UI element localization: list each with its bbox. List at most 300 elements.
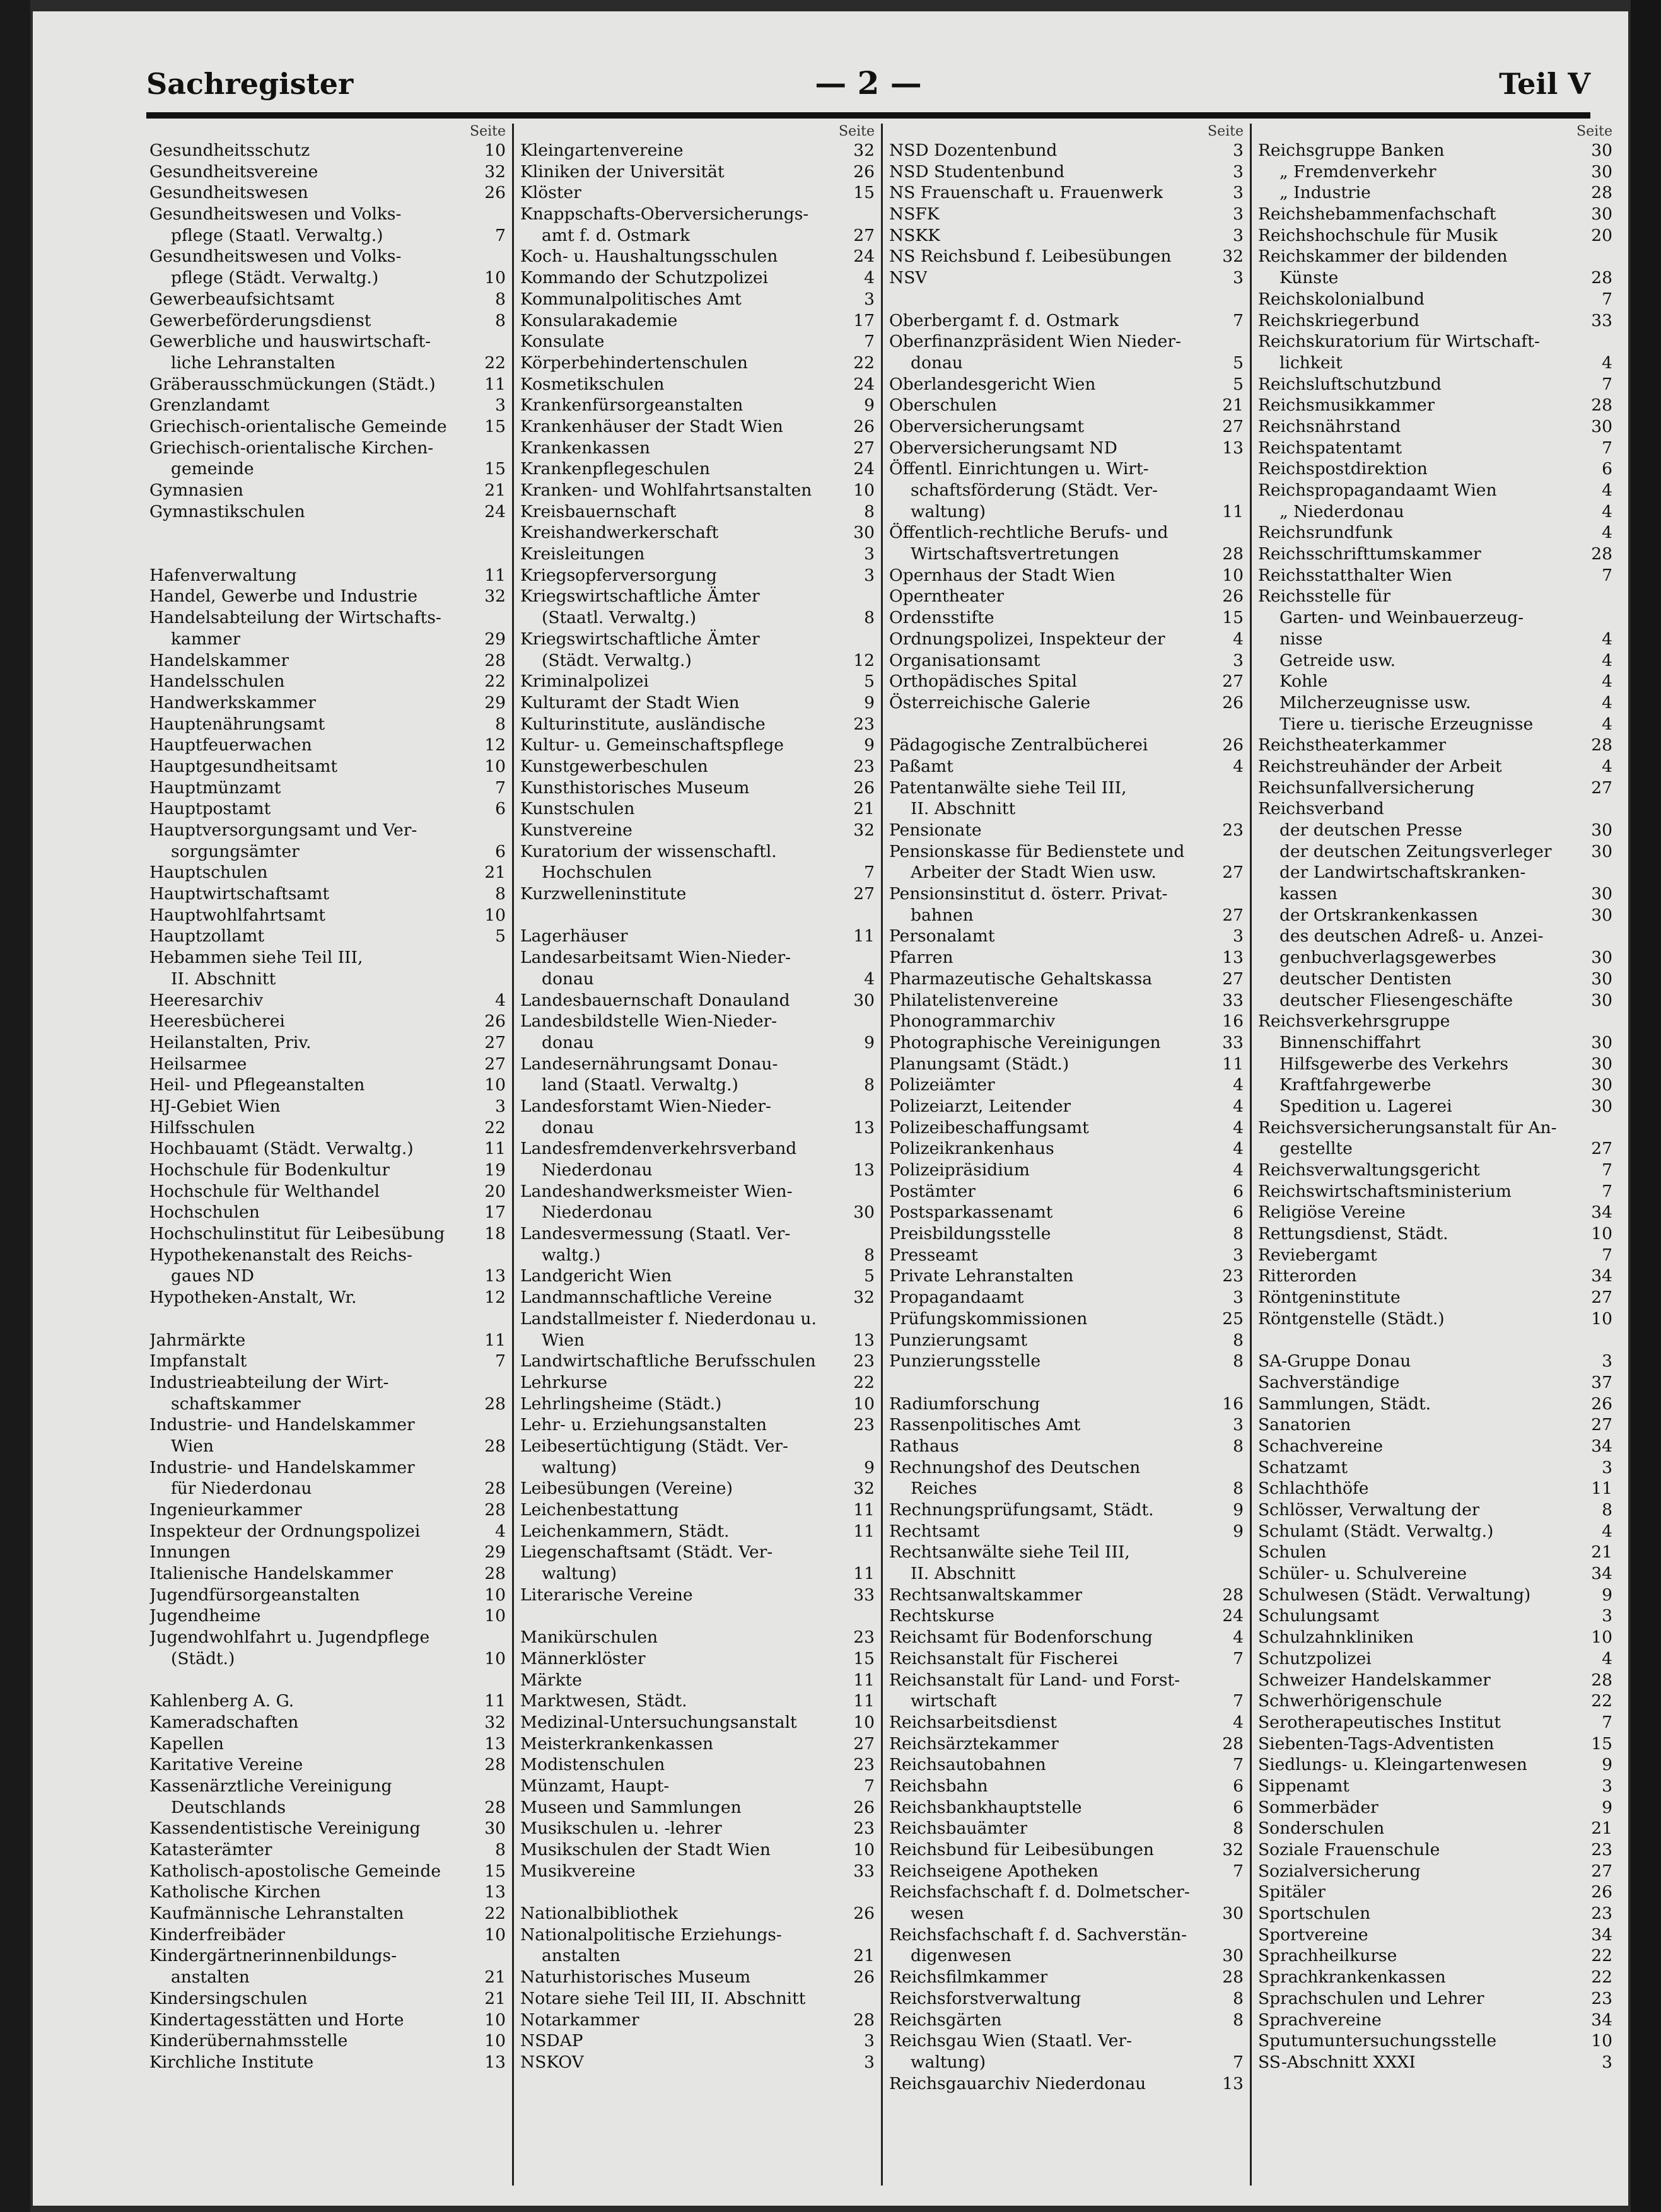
index-entry: [889, 310, 1244, 332]
entry-page-number: 9: [1233, 1500, 1244, 1520]
entry-term: Religiöse Vereine: [1258, 1202, 1406, 1223]
entry-page-number: 5: [1233, 352, 1244, 373]
entry-term: Garten- und Weinbauerzeug-: [1279, 608, 1524, 628]
entry-term: Lehr- u. Erziehungsanstalten: [520, 1415, 767, 1435]
entry-page-number: 3: [1233, 1245, 1244, 1265]
entry-page-number: 23: [853, 1755, 875, 1775]
entry-page-number: 7: [1233, 310, 1244, 330]
index-entry: [889, 1032, 1244, 1054]
entry-page-number: 7: [1233, 1861, 1244, 1881]
entry-page-number: 26: [1591, 1394, 1612, 1414]
entry-term: Nationalbibliothek: [520, 1904, 679, 1924]
index-entry: [520, 1245, 875, 1266]
entry-page-number: 34: [1591, 1564, 1612, 1584]
entry-term: Handelskammer: [149, 650, 289, 670]
entry-page-number: 27: [1591, 1288, 1612, 1308]
index-entry: [889, 1754, 1244, 1776]
index-entry: [889, 1266, 1244, 1287]
entry-page-number: 26: [853, 777, 875, 798]
index-entry: [520, 1648, 875, 1670]
entry-term: Hauptfeuerwachen: [149, 735, 312, 755]
entry-term: (Städt.): [171, 1648, 235, 1668]
entry-page-number: 33: [853, 1861, 875, 1881]
entry-page-number: 23: [1591, 1988, 1612, 2008]
entry-page-number: 33: [1591, 310, 1612, 330]
entry-term: Kultur- u. Gemeinschaftspflege: [520, 735, 784, 755]
index-entry: [149, 1202, 506, 1223]
index-entry: [520, 438, 875, 459]
index-entry: [149, 1818, 506, 1839]
index-entry: [1258, 1839, 1612, 1861]
entry-term: Polizeibeschaffungsamt: [889, 1117, 1089, 1138]
index-entry: [520, 480, 875, 501]
entry-term: Heeresarchiv: [149, 990, 264, 1010]
entry-term: NSD Studentenbund: [889, 161, 1065, 182]
entry-page-number: 21: [484, 863, 506, 883]
index-entry: [149, 756, 506, 777]
entry-page-number: 3: [495, 395, 506, 416]
index-entry: [1258, 1712, 1612, 1733]
index-entry: [520, 1478, 875, 1499]
entry-page-number: 10: [853, 1712, 875, 1732]
entry-term: Rathaus: [889, 1436, 959, 1456]
index-entry: [889, 2052, 1244, 2073]
entry-page-number: 3: [864, 565, 875, 585]
entry-page-number: 7: [864, 1776, 875, 1796]
index-entry: [889, 1691, 1244, 1712]
entry-term: Literarische Vereine: [520, 1585, 693, 1605]
entry-term: donau: [542, 1117, 594, 1138]
entry-term: Landesvermessung (Staatl. Ver-: [520, 1224, 791, 1244]
index-entry: [1258, 1670, 1612, 1691]
entry-term: Sprachvereine: [1258, 2010, 1382, 2030]
entry-term: Kinderfreibäder: [149, 1924, 286, 1945]
entry-page-number: 7: [495, 777, 506, 798]
entry-page-number: 23: [1222, 1266, 1244, 1286]
entry-term: Schlachthöfe: [1258, 1479, 1369, 1499]
entry-page-number: 15: [853, 1648, 875, 1668]
index-entry: [1258, 2030, 1612, 2052]
entry-term: Landesfremdenverkehrsverband: [520, 1139, 797, 1159]
entry-page-number: 3: [1233, 204, 1244, 224]
index-entry: [889, 990, 1244, 1011]
section-gap: [149, 544, 506, 565]
entry-term: Industrieabteilung der Wirt-: [149, 1372, 389, 1392]
index-entry: [1258, 820, 1612, 841]
entry-term: Gesundheitswesen und Volks-: [149, 247, 402, 267]
entry-page-number: 26: [853, 1797, 875, 1817]
entry-term: Leibesübungen (Vereine): [520, 1479, 733, 1499]
index-entry: [1258, 395, 1612, 416]
entry-term: Sachverständige: [1258, 1372, 1400, 1392]
entry-term: Siedlungs- u. Kleingartenwesen: [1258, 1755, 1527, 1775]
entry-page-number: 23: [1591, 1840, 1612, 1860]
entry-term: Serotherapeutisches Institut: [1258, 1712, 1501, 1732]
index-entry: [889, 522, 1244, 544]
entry-term: Schüler- u. Schulvereine: [1258, 1564, 1467, 1584]
index-entry: [149, 1797, 506, 1819]
entry-page-number: 7: [1602, 438, 1612, 458]
entry-page-number: 7: [1602, 565, 1612, 585]
entry-page-number: 34: [1591, 1436, 1612, 1456]
index-entry: [149, 1945, 506, 1967]
entry-page-number: 17: [484, 1202, 506, 1223]
index-entry: [149, 1372, 506, 1394]
entry-term: gaues ND: [171, 1266, 254, 1286]
entry-page-number: 22: [484, 1117, 506, 1138]
index-entry: [149, 1478, 506, 1499]
entry-term: Kindergärtnerinnenbildungs-: [149, 1946, 397, 1966]
entry-term: Katholisch-apostolische Gemeinde: [149, 1861, 441, 1881]
entry-term: „ Niederdonau: [1279, 501, 1404, 521]
index-entry: [520, 2030, 875, 2052]
entry-term: Koch- u. Haushaltungsschulen: [520, 247, 778, 267]
scan-edge-left: [0, 0, 30, 2212]
entry-page-number: 3: [864, 2052, 875, 2072]
entry-page-number: 23: [1591, 1904, 1612, 1924]
index-entry: [520, 1308, 875, 1330]
entry-term: Österreichische Galerie: [889, 692, 1091, 713]
entry-page-number: 33: [853, 1585, 875, 1605]
entry-term: schaftsförderung (Städt. Ver-: [911, 480, 1158, 500]
entry-page-number: 3: [864, 544, 875, 564]
index-entry: [1258, 267, 1612, 289]
entry-term: Gymnasien: [149, 480, 243, 500]
entry-term: Paßamt: [889, 756, 953, 776]
index-entry: [520, 1351, 875, 1372]
index-entry: [1258, 1563, 1612, 1585]
index-entry: [1258, 352, 1612, 374]
entry-term: Reichsbankhauptstelle: [889, 1797, 1082, 1817]
entry-page-number: 28: [484, 1755, 506, 1775]
index-entry: [149, 1585, 506, 1606]
entry-term: kassen: [1279, 884, 1338, 904]
entry-term: kammer: [171, 629, 241, 649]
index-entry: [889, 416, 1244, 438]
entry-term: Punzierungsstelle: [889, 1351, 1041, 1371]
index-entry: [889, 969, 1244, 990]
entry-term: Niederdonau: [542, 1160, 653, 1180]
entry-page-number: 26: [484, 1011, 506, 1032]
index-entry: [520, 331, 875, 352]
entry-term: Wien: [542, 1330, 585, 1350]
index-entry: [149, 1776, 506, 1797]
index-entry: [520, 1499, 875, 1521]
entry-term: Schatzamt: [1258, 1457, 1348, 1477]
entry-page-number: 8: [864, 1245, 875, 1265]
entry-page-number: 24: [484, 501, 506, 521]
entry-page-number: 11: [484, 374, 506, 394]
entry-term: schaftskammer: [171, 1394, 301, 1414]
index-column-1: [143, 124, 512, 2186]
entry-term: Gesundheitsvereine: [149, 161, 318, 182]
entry-page-number: 30: [1591, 948, 1612, 968]
entry-page-number: 12: [853, 650, 875, 670]
entry-term: der Landwirtschaftskranken-: [1279, 863, 1526, 883]
index-entry: [889, 841, 1244, 863]
entry-page-number: 8: [1233, 1479, 1244, 1499]
index-entry: [520, 565, 875, 586]
entry-term: Pfarren: [889, 948, 953, 968]
entry-page-number: 8: [1233, 1988, 1244, 2008]
entry-term: Pensionsinstitut d. österr. Privat-: [889, 884, 1168, 904]
entry-page-number: 24: [853, 247, 875, 267]
entry-page-number: 4: [1602, 629, 1612, 649]
entry-term: Polizeiarzt, Leitender: [889, 1096, 1071, 1116]
entry-page-number: 27: [853, 884, 875, 904]
entry-page-number: 5: [864, 672, 875, 692]
entry-page-number: 10: [1591, 1308, 1612, 1329]
index-entry: [889, 1436, 1244, 1457]
entry-page-number: 28: [484, 1394, 506, 1414]
index-entry: [889, 544, 1244, 565]
index-entry: [520, 1223, 875, 1245]
index-entry: [889, 1096, 1244, 1117]
entry-term: nisse: [1279, 629, 1323, 649]
index-entry: [889, 1903, 1244, 1924]
entry-page-number: 23: [853, 1819, 875, 1839]
index-entry: [889, 501, 1244, 523]
entry-term: Hauptwirtschaftsamt: [149, 884, 330, 904]
entry-term: Patentanwälte siehe Teil III,: [889, 777, 1127, 798]
entry-term: Hypotheken-Anstalt, Wr.: [149, 1288, 357, 1308]
entry-page-number: 7: [1602, 1712, 1612, 1732]
entry-term: wirtschaft: [911, 1691, 997, 1711]
entry-page-number: 8: [864, 608, 875, 628]
index-entry: [149, 2052, 506, 2073]
index-entry: [889, 1797, 1244, 1819]
entry-page-number: 27: [1222, 863, 1244, 883]
entry-page-number: 10: [1591, 1224, 1612, 1244]
entry-page-number: 4: [1602, 523, 1612, 543]
index-entry: [1258, 607, 1612, 629]
entry-term: Niederdonau: [542, 1202, 653, 1223]
index-entry: [1258, 1903, 1612, 1924]
entry-page-number: 34: [1591, 2010, 1612, 2030]
entry-term: Ordnungspolizei, Inspekteur der: [889, 629, 1165, 649]
entry-term: Öffentl. Einrichtungen u. Wirt-: [889, 459, 1149, 479]
index-entry: [889, 2010, 1244, 2031]
index-entry: [889, 735, 1244, 756]
entry-page-number: 32: [853, 820, 875, 840]
entry-term: Kapellen: [149, 1733, 224, 1754]
index-entry: [149, 416, 506, 438]
index-entry: [149, 1096, 506, 1117]
entry-page-number: 15: [853, 183, 875, 203]
entry-term: Hauptzollamt: [149, 926, 265, 946]
entry-term: waltung): [911, 501, 986, 521]
entry-term: Reichsverwaltungsgericht: [1258, 1160, 1480, 1180]
entry-page-number: 3: [495, 1096, 506, 1116]
index-entry: [520, 1414, 875, 1436]
index-entry: [889, 395, 1244, 416]
entry-page-number: 10: [484, 1606, 506, 1626]
entry-page-number: 13: [1222, 948, 1244, 968]
index-entry: [889, 1245, 1244, 1266]
index-entry: [520, 225, 875, 247]
index-entry: [1258, 629, 1612, 650]
entry-term: Kirchliche Institute: [149, 2052, 314, 2072]
index-entry: [889, 1776, 1244, 1797]
entry-term: Sonderschulen: [1258, 1819, 1385, 1839]
entry-page-number: 30: [1591, 1032, 1612, 1052]
entry-term: Musikvereine: [520, 1861, 636, 1881]
entry-page-number: 33: [1222, 1032, 1244, 1052]
index-entry: [520, 990, 875, 1011]
entry-page-number: 8: [1233, 1224, 1244, 1244]
index-entry: [1258, 1266, 1612, 1287]
entry-term: Milcherzeugnisse usw.: [1279, 692, 1471, 713]
entry-page-number: 4: [864, 969, 875, 989]
entry-term: Kuratorium der wissenschaftl.: [520, 841, 777, 861]
entry-page-number: 30: [1222, 1946, 1244, 1966]
index-entry: [149, 1223, 506, 1245]
index-entry: [149, 671, 506, 692]
index-entry: [520, 267, 875, 289]
entry-page-number: 4: [1602, 714, 1612, 734]
index-entry: [149, 2030, 506, 2052]
entry-term: Reichsstatthalter Wien: [1258, 565, 1452, 585]
entry-page-number: 4: [1233, 1096, 1244, 1116]
entry-page-number: 9: [864, 735, 875, 755]
entry-page-number: 27: [853, 1733, 875, 1754]
index-entry: [889, 1945, 1244, 1967]
entry-page-number: 30: [1591, 161, 1612, 182]
entry-page-number: 10: [1591, 1627, 1612, 1648]
section-gap: [889, 714, 1244, 735]
entry-page-number: 11: [1591, 1479, 1612, 1499]
entry-term: Personalamt: [889, 926, 995, 946]
entry-term: Radiumforschung: [889, 1394, 1040, 1414]
entry-page-number: 26: [484, 183, 506, 203]
index-entry: [889, 1585, 1244, 1606]
index-entry: [1258, 1797, 1612, 1819]
index-entry: [149, 1181, 506, 1202]
entry-page-number: 27: [1222, 969, 1244, 989]
entry-term: Jugendheime: [149, 1606, 261, 1626]
entry-page-number: 28: [484, 650, 506, 670]
entry-term: wesen: [911, 1904, 964, 1924]
entry-term: Kriminalpolizei: [520, 672, 649, 692]
index-entry: [520, 1670, 875, 1691]
index-entry: [520, 1011, 875, 1032]
index-entry: [1258, 480, 1612, 501]
index-entry: [149, 947, 506, 969]
entry-term: Schachvereine: [1258, 1436, 1383, 1456]
index-entry: [520, 1945, 875, 1967]
index-entry: [520, 777, 875, 799]
entry-page-number: 3: [1602, 1776, 1612, 1796]
entry-term: Münzamt, Haupt-: [520, 1776, 670, 1796]
entry-term: Kriegsopferversorgung: [520, 565, 717, 585]
entry-page-number: 15: [1222, 608, 1244, 628]
entry-page-number: 28: [484, 1479, 506, 1499]
index-entry: [1258, 522, 1612, 544]
entry-term: Reichsrundfunk: [1258, 523, 1393, 543]
index-entry: [1258, 1054, 1612, 1075]
entry-term: NSV: [889, 268, 928, 288]
entry-page-number: 32: [1222, 1840, 1244, 1860]
index-entry: [520, 1521, 875, 1542]
entry-term: Schulen: [1258, 1542, 1327, 1563]
section-gap: [1258, 1330, 1612, 1351]
entry-term: Reichspostdirektion: [1258, 459, 1428, 479]
entry-term: Pensionskasse für Bedienstete und: [889, 841, 1185, 861]
index-entry: [1258, 1627, 1612, 1648]
entry-page-number: 30: [853, 990, 875, 1010]
entry-page-number: 32: [853, 1288, 875, 1308]
entry-term: Photographische Vereinigungen: [889, 1032, 1161, 1052]
entry-page-number: 3: [1233, 1288, 1244, 1308]
index-entry: [520, 501, 875, 523]
entry-term: Punzierungsamt: [889, 1330, 1028, 1350]
index-entry: [1258, 2010, 1612, 2031]
index-entry: [520, 1861, 875, 1882]
entry-term: Reichstreuhänder der Arbeit: [1258, 756, 1502, 776]
index-entry: [1258, 1924, 1612, 1946]
entry-term: Kranken- und Wohlfahrtsanstalten: [520, 480, 812, 500]
entry-page-number: 23: [853, 1351, 875, 1371]
entry-page-number: 28: [1591, 395, 1612, 416]
entry-term: Getreide usw.: [1279, 650, 1396, 670]
index-entry: [1258, 331, 1612, 352]
entry-term: gestellte: [1279, 1139, 1353, 1159]
entry-term: Kreisleitungen: [520, 544, 645, 564]
entry-term: Schulwesen (Städt. Verwaltung): [1258, 1585, 1531, 1605]
index-entry: [520, 289, 875, 310]
index-entry: [520, 841, 875, 863]
entry-term: Reichsgau Wien (Staatl. Ver-: [889, 2031, 1133, 2051]
entry-term: Reichskriegerbund: [1258, 310, 1419, 330]
index-entry: [520, 947, 875, 969]
entry-term: Körperbehindertenschulen: [520, 352, 748, 373]
index-entry: [520, 1776, 875, 1797]
entry-page-number: 30: [1591, 141, 1612, 160]
entry-page-number: 29: [484, 629, 506, 649]
index-entry: [1258, 458, 1612, 480]
index-entry: [149, 1160, 506, 1181]
entry-term: Landesforstamt Wien-Nieder-: [520, 1096, 771, 1116]
entry-page-number: 22: [853, 1372, 875, 1392]
entry-page-number: 3: [1602, 1457, 1612, 1477]
index-entry: [149, 1627, 506, 1648]
index-entry: [520, 650, 875, 672]
index-entry: [520, 374, 875, 395]
entry-term: Kunstgewerbeschulen: [520, 756, 708, 776]
entry-term: Reichsfachschaft f. d. Dolmetscher-: [889, 1882, 1190, 1902]
index-entry: [889, 1924, 1244, 1946]
index-entry: [520, 1627, 875, 1648]
entry-term: Rettungsdienst, Städt.: [1258, 1224, 1448, 1244]
entry-page-number: 4: [1233, 1117, 1244, 1138]
index-entry: [149, 1032, 506, 1054]
entry-term: Reichspropagandaamt Wien: [1258, 480, 1497, 500]
entry-term: der deutschen Zeitungsverleger: [1279, 841, 1552, 861]
index-entry: [1258, 1988, 1612, 2010]
entry-term: Krankenfürsorgeanstalten: [520, 395, 743, 416]
entry-term: Organisationsamt: [889, 650, 1040, 670]
entry-term: Rechtsamt: [889, 1521, 980, 1541]
entry-term: Schutzpolizei: [1258, 1648, 1372, 1668]
index-entry: [1258, 692, 1612, 714]
index-entry: [1258, 777, 1612, 799]
section-gap: [149, 1670, 506, 1691]
index-entry: [149, 352, 506, 374]
entry-term: Philatelistenvereine: [889, 990, 1059, 1010]
entry-page-number: 29: [484, 1542, 506, 1563]
entry-page-number: 24: [853, 374, 875, 394]
index-entry: [149, 480, 506, 501]
